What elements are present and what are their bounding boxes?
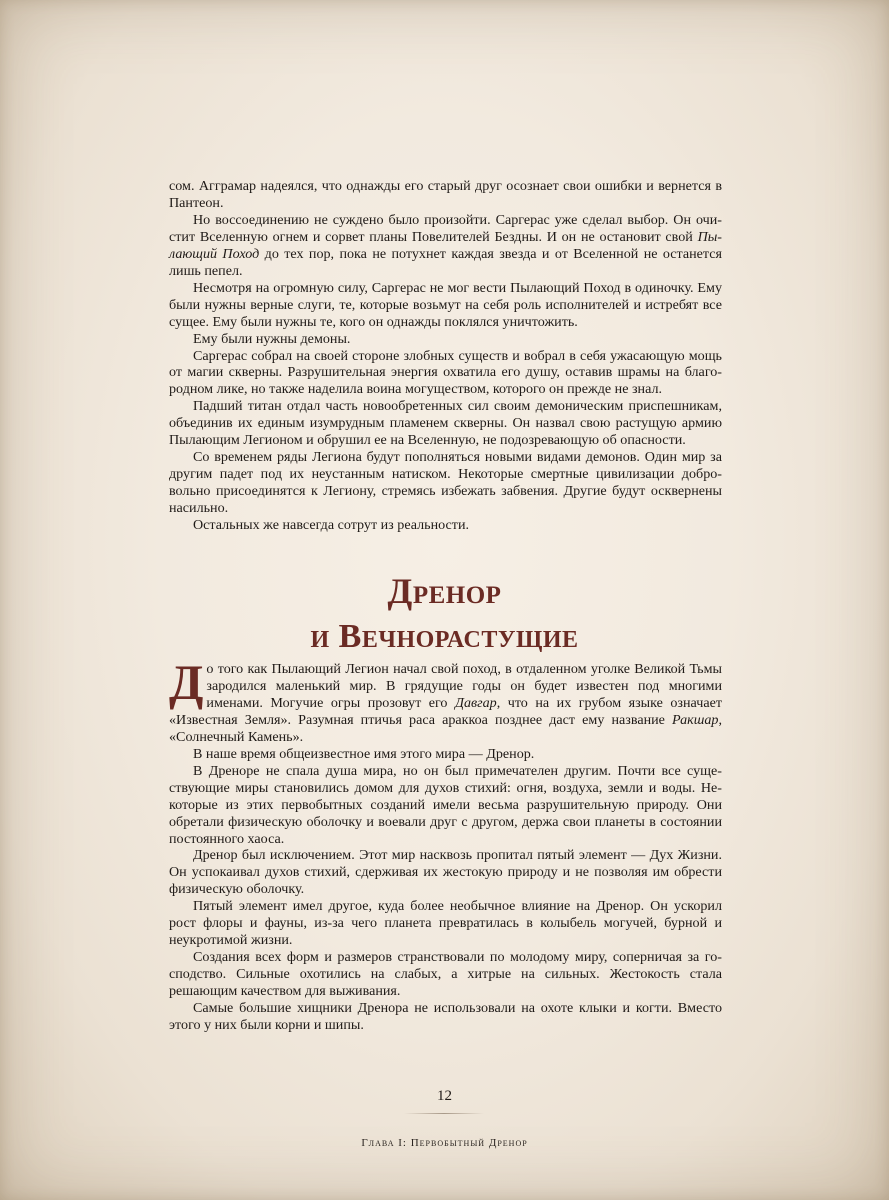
running-footer: Глава I: Первобытный Дренор [361,1137,528,1149]
section-heading [0,568,889,660]
paragraph: Ему были нужны демоны. [193,330,351,347]
paragraph: Самые большие хищники Дренора не использовали на охоте клыки и когти. Вместо этого у них были корни и шипы. [169,1000,722,1034]
paragraph: В наше время общеизвестное имя этого мира — Дренор. [193,745,535,762]
text-span: до тех пор, пока не потухнет каждая звезда и от Вселенной не останется лишь пепел. [169,245,722,279]
paragraph [169,654,722,746]
drop-cap: Д [169,654,204,710]
heading-line-1: Дренор [387,571,502,611]
paragraph: Дренор был исключением. Этот мир насквозь пропитал пятый элемент — Дух Жизни. Он успокаивал духов стихий, сдерживая их жестокую природу и не позволяя им обрести физическую оболочку. [169,847,722,898]
paragraph [169,212,722,280]
bottom-text-block [169,654,722,1034]
paragraph: Падший титан отдал часть новообретенных сил своим демоническим приспешникам, объединив их единым изумрудным пламенем скверны. Он назвал свою растущую армию Пылающим Легионом и обрушил ее на Вселенную, не подозревающую об опасности. [169,398,722,449]
heading-line-2: и Вечнорастущие [310,618,579,655]
paragraph: Пятый элемент имел другое, куда более необычное влияние на Дренор. Он ускорил рост флоры и фауны, из-за чего планета превратилась в колыбель могучей, бурной и неукротимой жизни. [169,898,722,949]
top-text-block [169,178,722,534]
paragraph: Остальных же навсегда сотрут из реальности. [193,517,470,534]
paragraph: Саргерас собрал на своей стороне злобных существ и вобрал в себя ужасающую мощь от магии скверны. Разрушительная энергия охватила его душу, оставив шрамы на благородном лике, но также наделила воина могуществом, которого он прежде не знал. [169,347,722,398]
paragraph: В Дреноре не спала душа мира, но он был примечателен другим. Почти все существующие миры становились домом для духов стихий: огня, воздуха, земли и воды. Некоторые из этих первобытных созданий имели весьма разрушительную природу. Они обретали физическую оболочку и воевали друг с другом, держа свои планеты в состоянии постоянного хаоса. [169,762,722,847]
italic-term: Пылающий Поход [169,228,722,262]
text-span: , что на их грубом языке означает «Известная Земля». Разумная птичья раса араккоа позднее даст ему название [169,694,722,728]
paragraph: Со временем ряды Легиона будут пополняться новыми видами демонов. Один мир за другим падет под их неустанным натиском. Некоторые смертные цивилизации добровольно присоединятся к Легиону, стремясь избежать забвения. Другие будут осквернены насильно. [169,449,722,517]
footer-divider [404,1113,484,1114]
text-span: , «Солнечный Камень». [169,711,722,745]
text-span: Но воссоединению не суждено было произойти. Саргерас уже сделал выбор. Он очистит Вселенную огнем и сорвет планы Повелителей Бездны. И он не остановит свой [169,211,722,245]
paragraph: Несмотря на огромную силу, Саргерас не мог вести Пылающий Поход в одиночку. Ему были нужны верные слуги, те, которые возьмут на себя роль исполнителей и истребят все сущее. Ему были нужны те, кого он однажды поклялся уничтожить. [169,279,722,330]
paragraph: сом. Агграмар надеялся, что однажды его старый друг осознает свои ошибки и вернется в Пантеон. [169,178,722,211]
paragraph: Создания всех форм и размеров странствовали по молодому миру, соперничая за господство. Сильные охотились на слабых, а хитрые на сильных. Жестокость стала решающим качеством для выживания. [169,949,722,1000]
text-span: о того как Пылающий Легион начал свой поход, в отдаленном уголке Великой Тьмы зародился маленький мир. В грядущие годы он будет известен под многими именами. Могучие огры прозовут его [206,661,722,711]
page-number: 12 [437,1088,452,1104]
italic-term: Ракшар [672,711,719,728]
italic-term: Давгар [454,694,497,711]
